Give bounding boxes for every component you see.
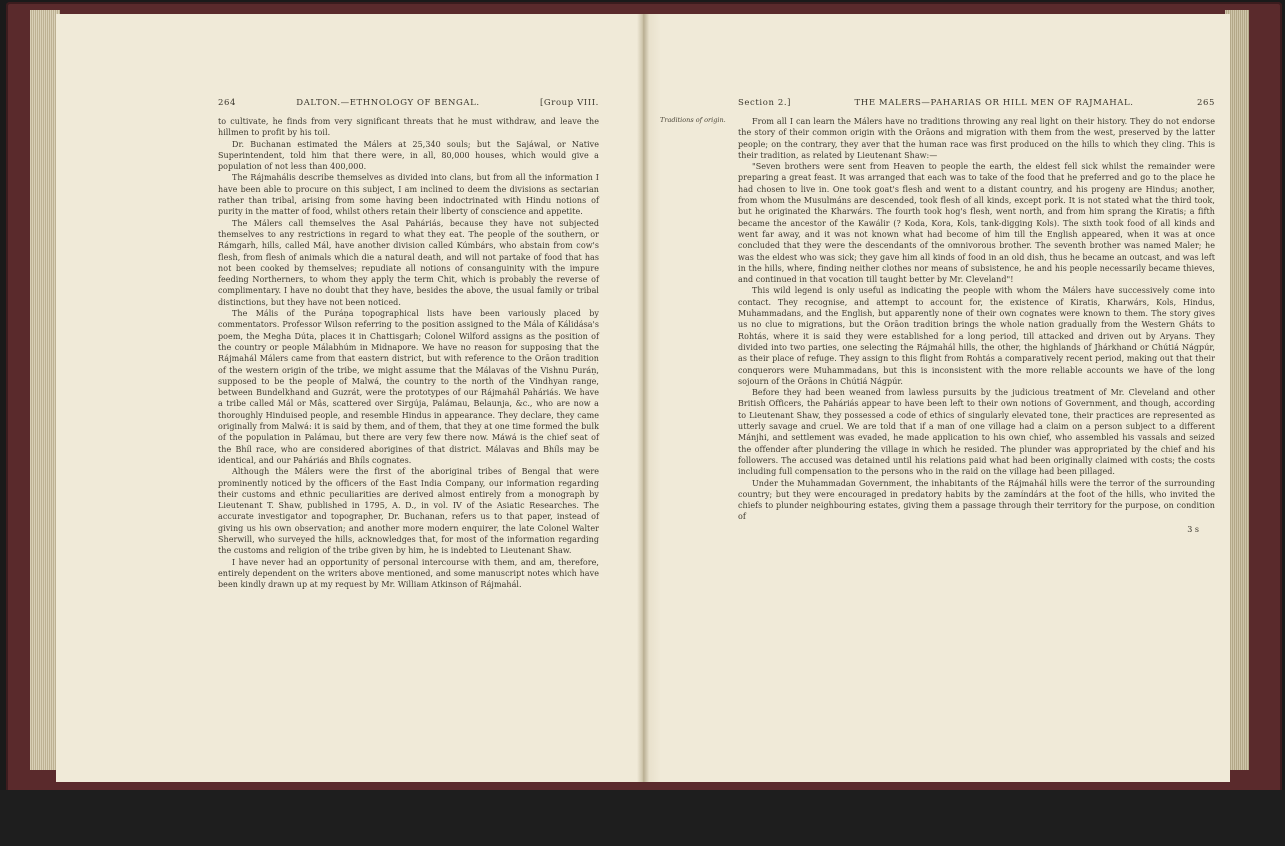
- paragraph: Under the Muhammadan Government, the inhabitants of the Rájmahál hills were the terror of the surrounding country; but they were encouraged in predatory habits by the zamíndárs at the foot of the hills, who invited the chiefs to plunder neighbouring estates, giving them a passage through their territory for the purpose, on condition of: [738, 478, 1215, 522]
- paragraph: The Mális of the Puráṇa topographical lists have been variously placed by commentators. Professor Wilson referring to the position assigned to the Mála of Kálidása's poem, the Megha Dúta, places it in Chattisgarh; Colonel Wilford assigns as the position of the country or people Málabhúm in Midnapore. We have no reason for supposing that the Rájmahál Málers came from that eastern district, but with reference to the Orāon tradition of the western origin of the tribe, we might assume that the Málavas of the Vishnu Puráṇ, supposed to be the people of Malwá, the country to the north of the Vindhyan range, between Bundelkhand and Guzrát, were the prototypes of our Rájmahál Paháriás. We have a tribe called Mál or Mâs, scattered over Sirgúja, Palámau, Belaunja, &c., who are now a thoroughly Hinduised people, and resemble Hindus in appearance. They declare, they came originally from Malwá: it is said by them, and of them, that they at one time formed the bulk of the population in Palámau, but there are very few there now. Máwá is the chief seat of the Bhíl race, who are considered aborigines of that district. Málavas and Bhíls may be identical, and our Paháriás and Bhíls cognates.: [218, 309, 599, 465]
- left-page: [56, 14, 643, 782]
- paragraph: to cultivate, he finds from very significant threats that he must withdraw, and leave the hillmen to profit by his toil.: [218, 117, 599, 138]
- right-section: Section 2.]: [738, 98, 792, 108]
- signature-mark: 3 s: [1187, 524, 1199, 534]
- paragraph: The Rájmahális describe themselves as divided into clans, but from all the information I have been able to procure on this subject, I am inclined to deem the divisions as sectarian rather than tribal, arising from some having been indoctrinated with Hindu notions of purity in the matter of food, whilst others retain their liberty of conscience and appetite.: [218, 173, 599, 217]
- margin-note: Traditions of origin.: [660, 116, 726, 124]
- left-page-number: 264: [218, 98, 237, 108]
- right-body: [660, 116, 1215, 523]
- right-page: [643, 14, 1230, 782]
- paragraph: Although the Málers were the first of the aboriginal tribes of Bengal that were prominently noticed by the officers of the East India Company, our information regarding their customs and ethnic peculiarities are derived almost entirely from a monograph by Lieutenant T. Shaw, published in 1795, A. D., in vol. IV of the Asiatic Researches. The accurate investigator and topographer, Dr. Buchanan, refers us to that paper, instead of giving us his own observation; and another more modern enquirer, the late Colonel Walter Sherwill, who surveyed the hills, acknowledges that, for most of the information regarding the customs and religion of the tribe given by him, he is indebted to Lieutenant Shaw.: [218, 467, 599, 556]
- book-gutter: [637, 14, 649, 782]
- paragraph: The Málers call themselves the Asal Paháriás, because they have not subjected themselves to any restrictions in regard to what they eat. The people of the southern, or Rámgarh, hills, called Mál, have another division called Kúmbárs, who abstain from cow's flesh, from flesh of animals which die a natural death, and will not partake of food that has not been cooked by themselves; repudiate all notions of consanguinity with the impure feeding Northerners, to whom they apply the term Chit, which is probably the reverse of complimentary. I have no doubt that they have, besides the above, the usual family or tribal distinctions, but they have not been noticed.: [218, 218, 599, 307]
- left-section: [Group VIII.: [539, 98, 599, 108]
- left-running-head: [218, 98, 599, 108]
- paragraph: I have never had an opportunity of personal intercourse with them, and am, therefore, entirely dependent on the writers above mentioned, and some manuscript notes which have been kindly drawn up at my request by Mr. William Atkinson of Rájmahál.: [218, 557, 599, 590]
- paragraph: "Seven brothers were sent from Heaven to people the earth, the eldest fell sick whilst the remainder were preparing a great feast. It was arranged that each was to take of the food that he preferred and go to the place he had chosen to live in. One took goat's flesh and went to a distant country, and his progeny are Hindus; another, from whom the Musulmáns are descended, took flesh of all kinds, except pork. It is not stated what the third took, but he originated the Kharwárs. The fourth took hog's flesh, went north, and from him sprang the Kiratis; a fifth became the ancestor of the Kawálir (? Koda, Kora, Kols, tank-digging Kols). The sixth took food of all kinds and went far away, and it was not known what had become of him till the English appeared, when it was at once concluded that they were the descendants of the omnivorous brother. The seventh brother was named Maler; he was the eldest who was sick; they gave him all kinds of food in an old dish, thus he became an outcast, and was left in the hills, where, finding neither clothes nor means of subsistence, he and his people necessarily became thieves, and continued in that vocation till taught better by Mr. Cleveland"!: [738, 162, 1215, 285]
- right-page-number: 265: [1196, 98, 1215, 108]
- right-running-head: [738, 98, 1215, 108]
- left-body: [218, 116, 599, 590]
- paragraph: From all I can learn the Málers have no traditions throwing any real light on their history. They do not endorse the story of their common origin with the Orāons and migration with them from the west, preserved by the latter people; on the contrary, they aver that the human race was first produced on the hills to which they cling. This is their tradition, as related by Lieutenant Shaw:—: [738, 117, 1215, 160]
- left-header-title: DALTON.—ETHNOLOGY OF BENGAL.: [296, 98, 480, 108]
- right-header-title: THE MALERS—PAHARIAS OR HILL MEN OF RAJMAHAL.: [854, 98, 1134, 108]
- background-surface: [0, 790, 1285, 846]
- paragraph: This wild legend is only useful as indicating the people with whom the Málers have successively come into contact. They recognise, and attempt to account for, the existence of Kiratis, Kharwárs, Kols, Hindus, Muhammadans, and the English, but apparently none of their own cognates were known to them. The story gives us no clue to migrations, but the Orāon tradition brings the whole nation gradually from the Western Gháts to Rohtás, where it is said they were established for a long period, till attacked and driven out by Aryans. They divided into two parties, one selecting the Rájmahál hills, the other, the highlands of Jhárkhand or Chútiá Nágpúr, as their place of refuge. They assign to this flight from Rohtás a comparatively recent period, making out that their conquerors were Muhammadans, but this is inconsistent with the more reliable accounts we have of the long sojourn of the Orāons in Chútiá Nágpúr.: [738, 286, 1215, 386]
- paragraph: Dr. Buchanan estimated the Málers at 25,340 souls; but the Sajáwal, or Native Superintendent, told him that there were, in all, 80,000 houses, which would give a population of not less than 400,000.: [218, 139, 599, 172]
- paragraph: Before they had been weaned from lawless pursuits by the judicious treatment of Mr. Cleveland and other British Officers, the Paháriás appear to have been left to their own notions of Government, and though, according to Lieutenant Shaw, they possessed a code of ethics of singularly elevated tone, their practices are represented as utterly savage and cruel. We are told that if a man of one village had a claim on a person subject to a different Mánjhi, and settlement was evaded, he made application to his own chief, who assembled his vassals and seized the offender after plundering the village in which he resided. The plunder was appropriated by the chief and his followers. The accused was detained until his relations paid what had been originally claimed with costs; the costs including full compensation to the persons who in the raid on the village had been pillaged.: [738, 388, 1215, 477]
